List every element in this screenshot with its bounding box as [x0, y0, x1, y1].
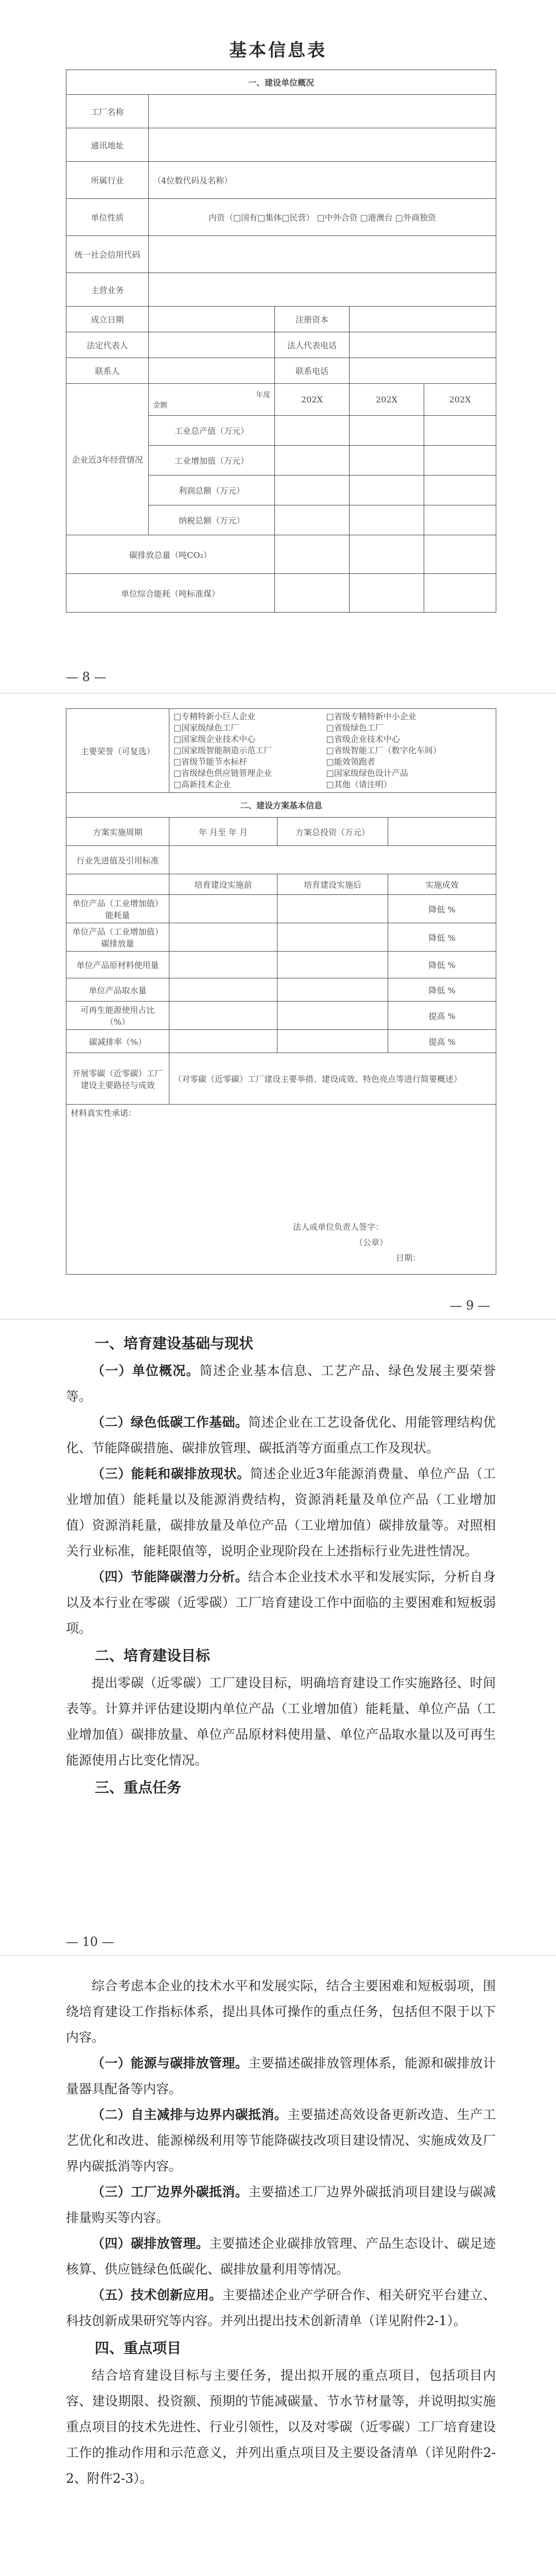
paragraph: （一）单位概况。简述企业基本信息、工艺产品、绿色发展主要荣誉等。 — [66, 1363, 496, 1404]
section-header: 二、建设方案基本信息 — [66, 793, 496, 818]
metric-result: 提高 % — [388, 1030, 496, 1053]
plan-invest-label: 方案总投资（万元） — [277, 818, 388, 846]
page-title: 基本信息表 — [229, 40, 327, 61]
ops-label: 企业近3年经营情况 — [66, 384, 149, 535]
industry-value: （4位数代码及名称） — [149, 162, 496, 199]
path-value: （对零碳（近零碳）工厂建设主要举措、建设成效、特色亮点等进行简要概述） — [169, 1053, 496, 1105]
address-label: 通讯地址 — [66, 128, 149, 162]
col-header: 实施成效 — [388, 874, 496, 895]
metric-result: 降低 % — [388, 952, 496, 978]
paragraph: （二）绿色低碳工作基础。简述企业在工艺设备优化、用能管理结构优化、节能降碳措施、碳排放管理、碳抵消等方面重点工作及现状。 — [66, 1415, 496, 1455]
col-header: 培育建设实施后 — [277, 874, 388, 895]
honor-item[interactable]: □高新技术企业 — [173, 779, 231, 789]
ops-item: 纳税总额（万元） — [149, 505, 275, 535]
heading: 二、培育建设目标 — [95, 1647, 211, 1664]
plan-info-table — [66, 708, 496, 1275]
item-header: 金额 — [153, 401, 167, 410]
honor-item[interactable]: □省级绿色工厂 — [326, 723, 384, 733]
founded-label: 成立日期 — [66, 307, 149, 332]
honors-label: 主要荣誉（可复选） — [66, 709, 169, 793]
paragraph: 提出零碳（近零碳）工厂建设目标，明确培育建设工作实施路径、时间表等。计算并评估建设期内单位产品（工业增加值）能耗量、单位产品（工业增加值）碳排放量、单位产品原材料使用量、单位产品取水量以及可再生能源使用占比变化情况。 — [66, 1675, 496, 1768]
address-value — [149, 128, 496, 162]
contact-phone-label: 联系电话 — [275, 358, 350, 384]
legal-phone-label: 法人代表电话 — [275, 332, 350, 358]
seal-label: （公章） — [355, 1238, 388, 1247]
commitment-cell — [66, 1105, 496, 1275]
carbon-label: 碳排放总量（吨CO₂） — [66, 535, 275, 574]
paragraph: 综合考虑本企业的技术水平和发展实际，结合主要困难和短板弱项，围绕培育建设工作指标体系，提出具体可操作的重点任务，包括但不限于以下内容。 — [66, 1978, 496, 2045]
company-value — [149, 95, 496, 128]
honor-item[interactable]: □省级智能工厂（数字化车间） — [326, 745, 441, 755]
energy-label: 单位综合能耗（吨标准煤） — [66, 574, 275, 613]
standard-label: 行业先进值及引用标准 — [66, 846, 169, 874]
material-label: 材料真实性承诺： — [71, 1108, 137, 1118]
honor-item[interactable]: □省级节能节水标杆 — [173, 757, 248, 767]
honor-item[interactable]: □国家级智能制造示范工厂 — [173, 745, 272, 755]
paragraph: 结合培育建设目标与主要任务，提出拟开展的重点项目，包括项目内容、建设期限、投资额、预期的节能减碳量、节水节材量等，并说明拟实施重点项目的技术先进性、行业引领性，以及对零碳（近零碳）工厂培育建设工作的推动作用和示范意义，并列出重点项目及主要设备清单（详见附件2-2、附件2-3）。 — [66, 2368, 496, 2486]
body-section-2 — [66, 1973, 496, 2492]
col-header — [66, 874, 169, 895]
honor-item[interactable]: □省级企业技术中心 — [326, 734, 400, 744]
metric-name: 单位产品（工业增加值）能耗量 — [66, 895, 169, 923]
col-header: 培育建设实施前 — [169, 874, 277, 895]
ops-item: 利润总额（万元） — [149, 476, 275, 505]
metric-name: 单位产品（工业增加值）碳排放量 — [66, 923, 169, 952]
metric-name: 可再生能源使用占比（%） — [66, 1002, 169, 1030]
heading: 三、重点任务 — [95, 1779, 182, 1796]
honor-item[interactable]: □国家级绿色设计产品 — [326, 768, 408, 778]
signature-label: 法人或单位负责人签字： — [293, 1222, 384, 1232]
honor-item[interactable]: □专精特新小巨人企业 — [173, 711, 256, 721]
ops-item: 工业增加值（万元） — [149, 446, 275, 476]
business-value — [149, 273, 496, 307]
paragraph: （四）节能降碳潜力分析。结合本企业技术水平和发展实际，分析自身以及本行业在零碳（近零碳）工厂培育建设工作中面临的主要困难和短板弱项。 — [66, 1569, 496, 1636]
page-number: — 9 — — [449, 1298, 490, 1313]
page-number: — 8 — — [66, 670, 107, 684]
plan-date-value: 年 月至 年 月 — [169, 818, 277, 846]
paragraph: （三）能耗和碳排放现状。简述企业近3年能源消费量、单位产品（工业增加值）能耗量以及能源消费结构，资源消耗量及单位产品（工业增加值）资源消耗量，碳排放量及单位产品（工业增加值）碳排放量等。对照相关行业标准，能耗限值等，说明企业现阶段在上述指标行业先进性情况。 — [66, 1466, 496, 1558]
reg-capital-label: 注册资本 — [275, 307, 350, 332]
contact-label: 联系人 — [66, 358, 149, 384]
business-label: 主营业务 — [66, 273, 149, 307]
honor-item[interactable]: □国家级企业技术中心 — [173, 734, 256, 744]
year-col-3: 202X — [424, 384, 496, 416]
metric-name: 单位产品取水量 — [66, 978, 169, 1002]
ops-item: 工业总产值（万元） — [149, 416, 275, 446]
basic-info-table — [66, 70, 496, 613]
industry-label: 所属行业 — [66, 162, 149, 199]
page-divider — [0, 1955, 556, 1956]
honor-item[interactable]: □其他（请注明） — [326, 779, 392, 789]
metric-result: 降低 % — [388, 978, 496, 1002]
year-col-2: 202X — [350, 384, 424, 416]
unit-type-value: 内资（□国有□集体□民营） □中外合资 □港澳台 □外商独资 — [149, 199, 496, 236]
plan-date-label: 方案实施周期 — [66, 818, 169, 846]
honor-item[interactable]: □省级绿色供应链管理企业 — [173, 768, 272, 778]
metric-result: 降低 % — [388, 895, 496, 923]
honor-item[interactable]: □省级专精特新中小企业 — [326, 711, 416, 721]
paragraph: （五）技术创新应用。主要描述企业产学研合作、相关研究平台建立、科技创新成果研究等内容。并列出提出技术创新清单（详见附件2-1）。 — [66, 2287, 496, 2328]
paragraph: （四）碳排放管理。主要描述企业碳排放管理、产品生态设计、碳足迹核算、供应链绿色低碳化、碳排放量利用等情况。 — [66, 2236, 496, 2277]
ops-corner-header — [149, 384, 275, 416]
honors-checklist — [169, 709, 496, 793]
metric-result: 降低 % — [388, 923, 496, 952]
year-header: 年度 — [256, 391, 270, 399]
honor-item[interactable]: □能效领跑者 — [326, 757, 375, 767]
metric-name: 碳减排率（%） — [66, 1030, 169, 1053]
path-label: 开展零碳（近零碳）工厂建设主要路径与成效 — [66, 1053, 169, 1105]
honor-item[interactable]: □国家级绿色工厂 — [173, 723, 239, 733]
heading: 一、培育建设基础与现状 — [95, 1335, 254, 1352]
metric-name: 单位产品原材料使用量 — [66, 952, 169, 978]
legal-rep-label: 法定代表人 — [66, 332, 149, 358]
paragraph: （二）自主减排与边界内碳抵消。主要描述高效设备更新改造、生产工艺优化和改进、能源梯级利用等节能降碳技改项目建设情况、实施成效及厂界内碳抵消等内容。 — [66, 2107, 496, 2174]
unit-type-label: 单位性质 — [66, 199, 149, 236]
paragraph: （三）工厂边界外碳抵消。主要描述工厂边界外碳抵消项目建设与碳减排量购买等内容。 — [66, 2184, 496, 2225]
credit-code-value — [149, 236, 496, 273]
date-label: 日期： — [396, 1253, 421, 1263]
credit-code-label: 统一社会信用代码 — [66, 236, 149, 273]
page-number: — 10 — — [66, 1935, 114, 1949]
metric-result: 提高 % — [388, 1002, 496, 1030]
year-col-1: 202X — [275, 384, 350, 416]
company-label: 工厂名称 — [66, 95, 149, 128]
body-section-1 — [66, 1329, 496, 1802]
heading: 四、重点项目 — [95, 2340, 182, 2357]
paragraph: （一）能源与碳排放管理。主要描述碳排放管理体系，能源和碳排放计量器具配备等内容。 — [66, 2056, 496, 2096]
section-header: 一、建设单位概况 — [66, 70, 496, 95]
